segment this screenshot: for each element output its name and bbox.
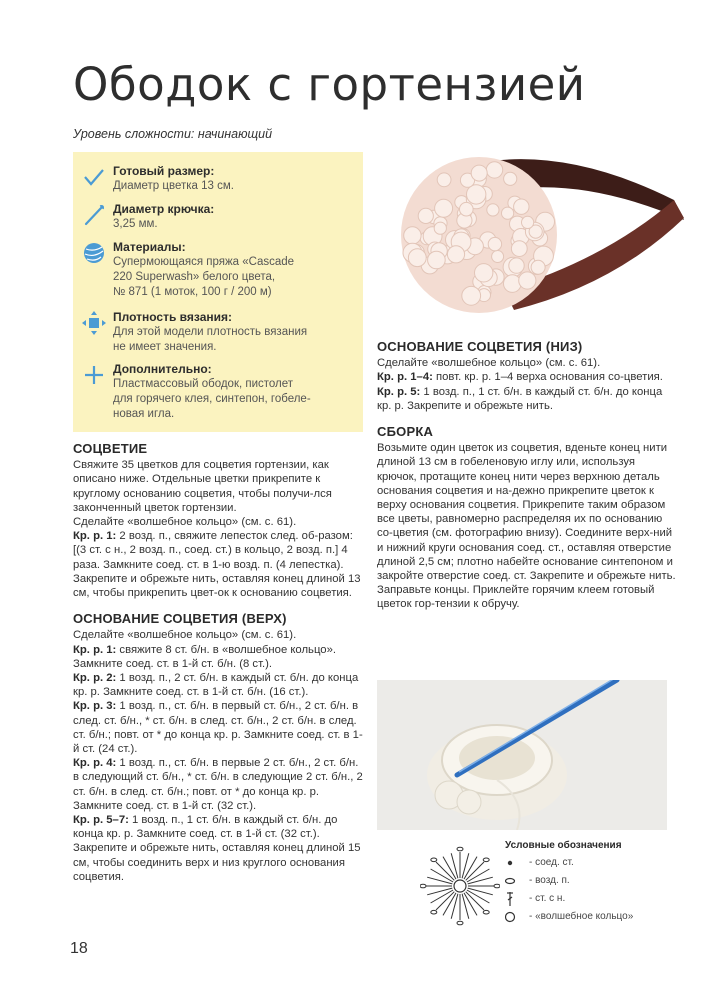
paragraph: Сделайте «волшебное кольцо» (см. с. 61). xyxy=(73,516,297,529)
flower-bobble xyxy=(447,246,464,263)
info-text: Диаметр цветка 13 см. xyxy=(113,180,234,192)
headband-photo xyxy=(384,140,684,340)
diagram-chain xyxy=(494,884,500,888)
paragraph: Свяжите 35 цветков для соцветия гортензии, как описано ниже. Отдельные цветки прикрепите к круглому основанию соцветия, чтобы получи-лся законченный цветок гортензии. xyxy=(73,459,332,514)
flower-bobble xyxy=(404,227,421,244)
paragraph: Возьмите один цветок из соцветия, вденьте конец нити длиной 13 см в гобеленовую иглу или, используя крючок, протащите конец нити через верхнюю деталь основания соцветия и на-дежно прикрепите цветок к верху основания соцветия. Прикрепите таким образом все цветы, равномерно распределяя их по основанию со-цветия (см. фотографию внизу). Соедините верх-ний и нижний круги основания соед. ст., оставляя отверстие длиной 2,5 см; плотно набейте основание синтепоном и закройте отверстие соед. ст. Закрепите и обрежьте нить. Заправьте концы. Приклейте горячим клеем готовый цветок гор-тензии к обручу. xyxy=(377,442,676,611)
row-instruction: Кр. р. 2: 1 возд. п., 2 ст. б/н. в каждый ст. б/н. до конца кр. р. Замкните соед. ст. в 1-й ст. б/н. (16 ст.). xyxy=(73,672,359,699)
info-box xyxy=(73,152,363,432)
chain-symbol xyxy=(505,874,523,888)
diagram-stitch xyxy=(462,853,469,878)
info-title: Дополнительно: xyxy=(113,362,212,376)
row-instruction: Кр. р. 4: 1 возд. п., ст. б/н. в первые 2 ст. б/н., 2 ст. б/н. в следующий ст. б/н., * ст. б/н. в следующие 2 ст. б/н., 2 ст. б/н. в след. ст. б/н.; повт. от * до конца кр. р. Замкните соед. ст. в 1-й ст. (32 ст.). xyxy=(73,757,363,812)
info-text: Для этой модели плотность вязания не имеет значения. xyxy=(113,326,308,353)
difficulty-label: Уровень сложности: xyxy=(73,127,195,141)
flower-bobble xyxy=(428,251,446,269)
row-instruction: Кр. р. 1: 2 возд. п., свяжите лепесток след. об-разом: [(3 ст. с н., 2 возд. п., соед. ст.) в кольцо, 2 возд. п.] 4 раза. Замкните соед. ст. в 1-ю возд. п. (4 лепестка). Закрепите и обрежьте нить, оставляя конец длиной 13 см, чтобы прикрепить цвет-ок к основанию соцветия. xyxy=(73,530,361,600)
flower-bobble xyxy=(504,172,517,185)
legend-label: - соед. ст. xyxy=(529,857,574,868)
right-column xyxy=(377,340,677,612)
row-instruction: Кр. р. 1–4: повт. кр. р. 1–4 верха основания со-цветия. xyxy=(377,371,663,384)
flower-bobble xyxy=(486,162,502,178)
legend-row-slip-stitch xyxy=(505,856,675,874)
legend-label: - возд. п. xyxy=(529,875,570,886)
flower-bobble xyxy=(488,237,501,250)
flower-bobble xyxy=(492,251,504,263)
flower-bobble xyxy=(460,202,474,216)
slip-stitch-symbol xyxy=(505,856,523,870)
flower-bobble xyxy=(487,204,499,216)
page-number: 18 xyxy=(70,940,88,957)
diagram-chain xyxy=(420,884,426,888)
info-title: Готовый размер: xyxy=(113,164,215,178)
diagram-magic-ring xyxy=(454,880,466,892)
assembly-photo xyxy=(377,680,667,830)
info-title: Материалы: xyxy=(113,240,186,254)
paragraph: Сделайте «волшебное кольцо» (см. с. 61). xyxy=(377,357,601,370)
flower-bobble xyxy=(519,272,536,289)
flower-bobble xyxy=(434,222,446,234)
legend xyxy=(505,840,675,928)
flower-bobble xyxy=(435,199,453,217)
info-text: Пластмассовый ободок, пистолет для горячего клея, синтепон, гобеле- новая игла. xyxy=(113,378,311,420)
diagram-stitch xyxy=(462,894,469,919)
info-title: Диаметр крючка: xyxy=(113,202,215,216)
check-icon xyxy=(81,164,107,190)
legend-title: Условные обозначения xyxy=(505,840,622,851)
info-text: 3,25 мм. xyxy=(113,218,158,230)
paragraph: Сделайте «волшебное кольцо» (см. с. 61). xyxy=(73,629,297,642)
info-text: Супермоющаяся пряжа «Cascade 220 Superwash» белого цвета, № 871 (1 моток, 100 г / 200 м) xyxy=(113,256,295,298)
diagram-chain xyxy=(457,847,463,851)
yarn-ball-icon xyxy=(81,240,107,266)
flower-bobble xyxy=(514,199,529,214)
flower-bobble xyxy=(504,275,522,293)
flower-bobble xyxy=(408,249,426,267)
row-instruction: Кр. р. 5: 1 возд. п., 1 ст. б/н. в каждый ст. б/н. до конца кр. р. Закрепите и обрежьте нить. xyxy=(377,385,663,412)
legend-row-magic-ring xyxy=(505,910,675,928)
stitch-diagram xyxy=(420,846,500,926)
magic-ring-symbol xyxy=(505,910,523,924)
diagram-stitch xyxy=(427,888,452,895)
section-title-assembly: СБОРКА xyxy=(377,424,434,440)
flower-bobble xyxy=(475,264,493,282)
diagram-stitch xyxy=(451,853,458,878)
section-title-inflorescence: СОЦВЕТИЕ xyxy=(73,441,148,456)
difficulty-level xyxy=(73,127,272,141)
difficulty-value: начинающий xyxy=(197,127,273,141)
crochet-hook-icon xyxy=(81,202,107,228)
diagram-stitch xyxy=(468,877,493,884)
assembly-photo-illustration xyxy=(377,680,667,830)
diagram-chain xyxy=(457,921,463,925)
row-instruction: Кр. р. 5–7: 1 возд. п., 1 ст. б/н. в каждый ст. б/н. до конца кр. р. Замкните соед. ст. в 1-й ст. (32 ст.). Закрепите и обрежьте нить, оставляя конец длиной 15 см, чтобы соединить верх и низ круглого основания соцветия. xyxy=(73,814,361,883)
flower-bobble xyxy=(531,260,545,274)
legend-label: - «волшебное кольцо» xyxy=(529,911,634,922)
flower-bobble xyxy=(437,173,451,187)
diagram-chain xyxy=(483,858,489,862)
flower-bobble xyxy=(471,165,487,181)
gauge-arrows-icon xyxy=(81,310,107,336)
row-instruction: Кр. р. 1: свяжите 8 ст. б/н. в «волшебное кольцо». Замкните соед. ст. в 1-й ст. б/н. (8 ст.). xyxy=(73,643,336,670)
section-title-base-top: ОСНОВАНИЕ СОЦВЕТИЯ (ВЕРХ) xyxy=(73,611,287,627)
row-instruction: Кр. р. 3: 1 возд. п., ст. б/н. в первый ст. б/н., 2 ст. б/н. в след. ст. б/н., * ст. б/н. в след. ст. б/н., 2 ст. б/н. в след. ст. б/н.; повт. от * до конца кр. р. Замкните соед. ст. в 1-й ст. (24 ст.). xyxy=(73,700,363,756)
flower-bobble xyxy=(418,208,433,223)
flower-bobble xyxy=(509,258,524,273)
diagram-stitch xyxy=(451,894,458,919)
flower-bobble xyxy=(522,216,534,228)
flower-bobble xyxy=(511,241,527,257)
diagram-stitch xyxy=(427,877,452,884)
flower-bobble xyxy=(502,207,514,219)
flower-bobble xyxy=(467,185,486,204)
section-title-base-bottom: ОСНОВАНИЕ СОЦВЕТИЯ (НИЗ) xyxy=(377,339,583,354)
info-title: Плотность вязания: xyxy=(113,310,233,324)
diagram-chain xyxy=(431,910,437,914)
diagram-chain xyxy=(431,858,437,862)
diagram-chain xyxy=(483,910,489,914)
diagram-stitch xyxy=(468,888,493,895)
legend-label: - ст. с н. xyxy=(529,893,566,904)
plus-icon xyxy=(81,362,107,388)
left-column xyxy=(73,442,365,884)
flower-bobble xyxy=(462,286,481,305)
double-crochet-symbol xyxy=(505,892,523,906)
legend-row-double-crochet xyxy=(505,892,675,910)
legend-row-chain xyxy=(505,874,675,892)
page-title: Ободок с гортензией xyxy=(73,58,586,111)
